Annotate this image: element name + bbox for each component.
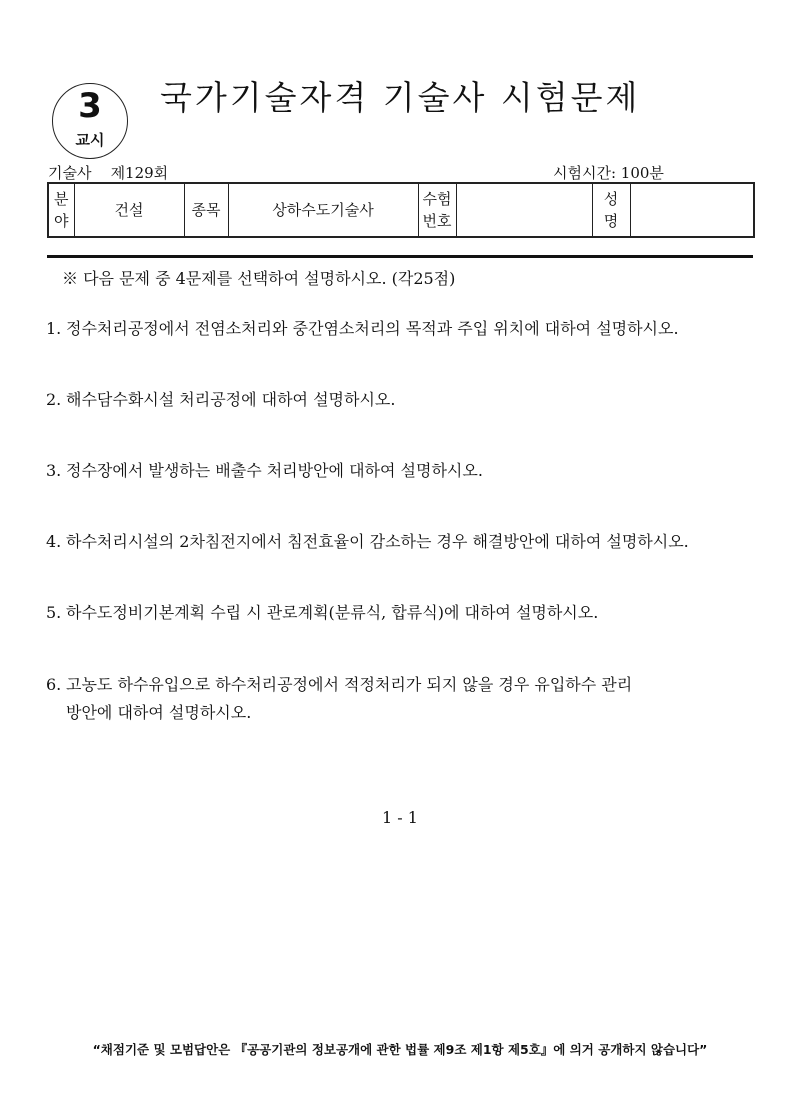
exam-number-field[interactable] <box>456 183 592 237</box>
question-2 <box>46 386 758 414</box>
exam-type: 기술사 <box>48 164 92 182</box>
page-number: 1 - 1 <box>382 808 418 827</box>
exam-meta-left <box>48 162 168 183</box>
question-text: 하수처리시설의 2차침전지에서 침전효율이 감소하는 경우 해결방안에 대하여 설명하시오. <box>66 532 689 551</box>
item-label: 종목 <box>184 183 228 237</box>
question-5 <box>46 599 758 627</box>
question-number: 3. <box>46 461 62 480</box>
question-6 <box>46 671 758 727</box>
divider <box>47 255 753 258</box>
question-text: 해수담수화시설 처리공정에 대하여 설명하시오. <box>66 390 396 409</box>
session-badge <box>52 83 128 159</box>
instruction: ※ 다음 문제 중 4문제를 선택하여 설명하시오. (각25점) <box>62 269 456 288</box>
question-4 <box>46 528 758 556</box>
question-number: 5. <box>46 603 62 622</box>
question-number: 2. <box>46 390 62 409</box>
exam-number-label: 수험 번호 <box>418 183 456 237</box>
question-text: 정수처리공정에서 전염소처리와 중간염소처리의 목적과 주입 위치에 대하여 설명하시오. <box>66 319 679 338</box>
name-field[interactable] <box>630 183 754 237</box>
question-text: 고농도 하수유입으로 하수처리공정에서 적정처리가 되지 않을 경우 유입하수 관리 <box>66 675 633 694</box>
question-1 <box>46 315 758 343</box>
question-text-continued: 방안에 대하여 설명하시오. <box>66 703 252 722</box>
page-title: 국가기술자격 기술사 시험문제 <box>160 78 641 117</box>
session-number: 3 <box>78 86 102 126</box>
session-label: 교시 <box>75 131 105 149</box>
question-number: 1. <box>46 319 62 338</box>
question-number: 6. <box>46 675 62 694</box>
question-3 <box>46 457 758 485</box>
exam-time-label: 시험시간: <box>553 164 617 182</box>
exam-time-value: 100분 <box>620 164 664 182</box>
item-value: 상하수도기술사 <box>228 183 418 237</box>
exam-info-table <box>47 182 755 238</box>
question-number: 4. <box>46 532 62 551</box>
question-text: 하수도정비기본계획 수립 시 관로계획(분류식, 합류식)에 대하여 설명하시오. <box>66 603 599 622</box>
exam-round: 제129회 <box>110 164 169 182</box>
disclosure-footer: “채점기준 및 모범답안은 『공공기관의 정보공개에 관한 법률 제9조 제1항 제5호』에 의거 공개하지 않습니다” <box>92 1042 708 1057</box>
field-value: 건설 <box>74 183 184 237</box>
field-label: 분 야 <box>48 183 74 237</box>
name-label: 성 명 <box>592 183 630 237</box>
question-text: 정수장에서 발생하는 배출수 처리방안에 대하여 설명하시오. <box>66 461 483 480</box>
exam-time <box>553 162 664 183</box>
